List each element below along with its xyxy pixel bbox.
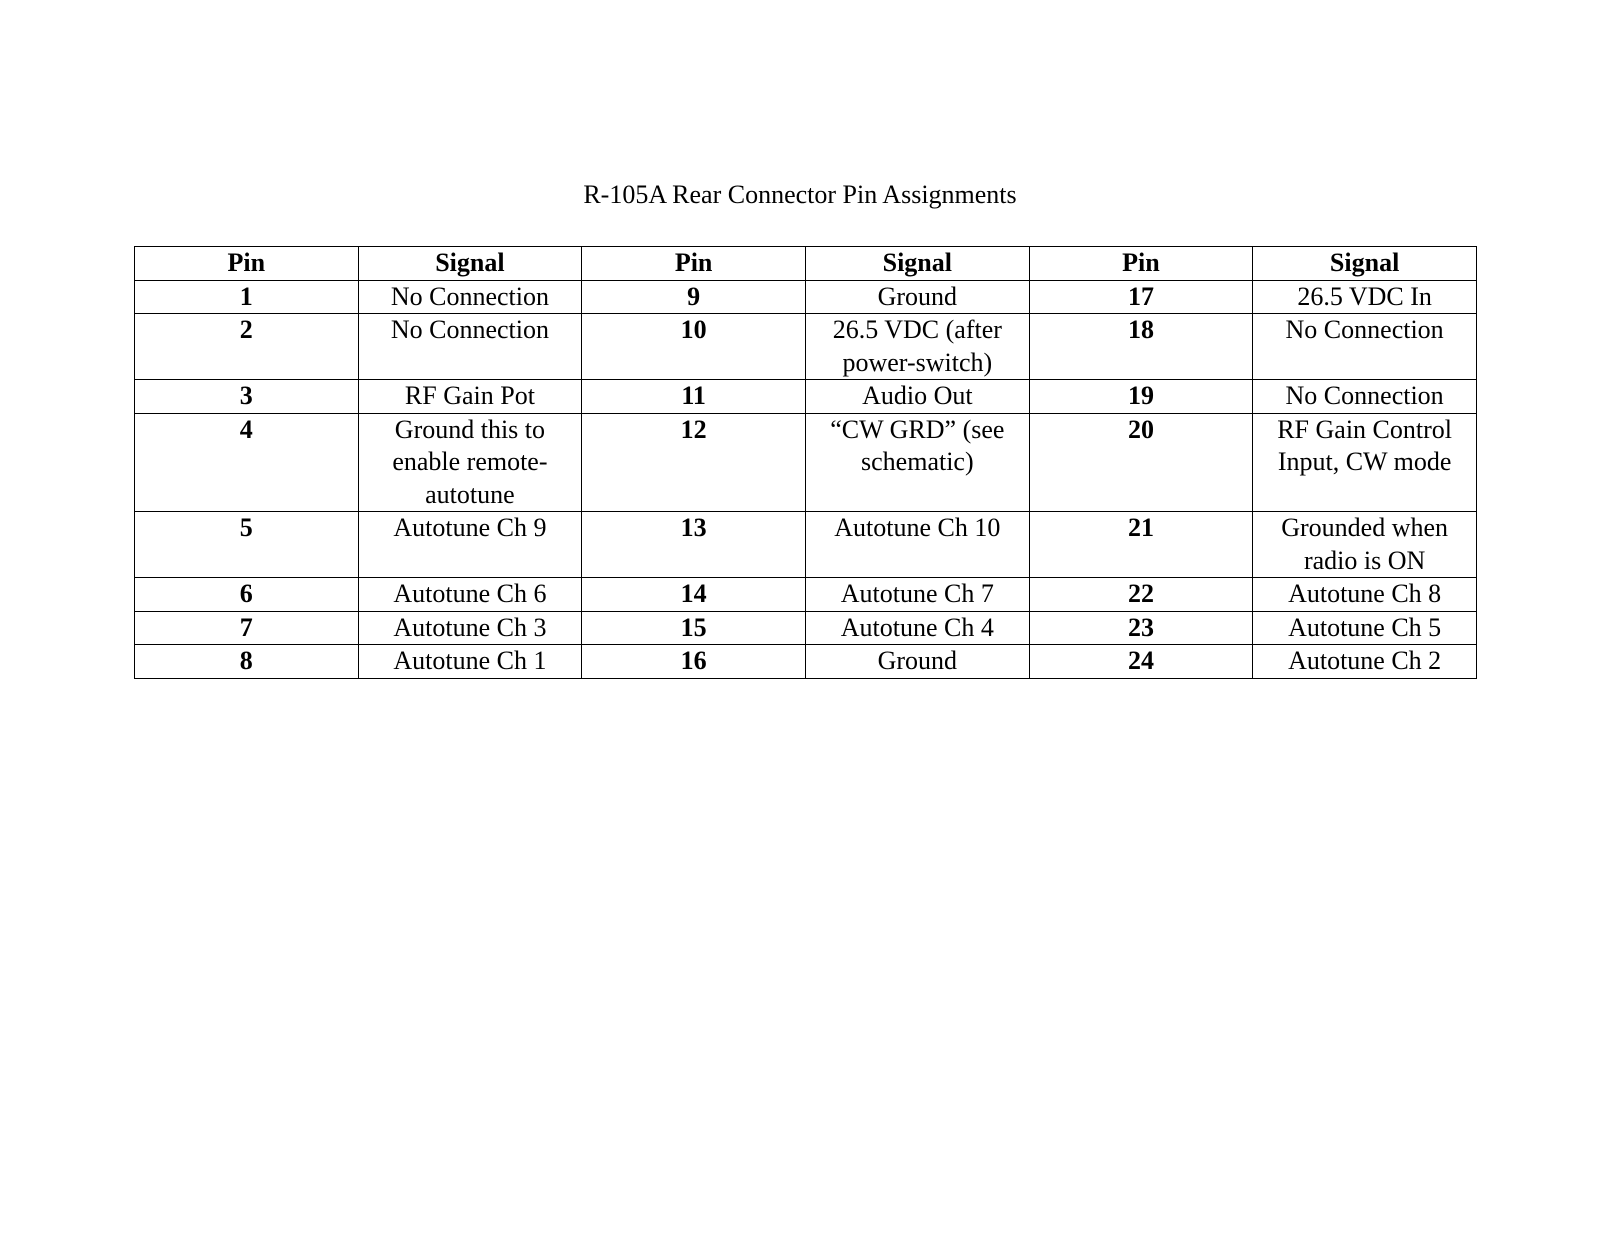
pin-number: 15: [582, 611, 806, 645]
signal-cell: Autotune Ch 1: [358, 645, 582, 679]
pin-number: 2: [135, 314, 359, 380]
signal-cell: Grounded when radio is ON: [1253, 512, 1477, 578]
pin-assignment-table: [134, 246, 1477, 679]
pin-number: 17: [1029, 280, 1253, 314]
signal-cell: “CW GRD” (see schematic): [805, 413, 1029, 512]
pin-number: 7: [135, 611, 359, 645]
signal-cell: Autotune Ch 2: [1253, 645, 1477, 679]
table-row: [135, 314, 1477, 380]
pin-number: 6: [135, 578, 359, 612]
pin-number: 18: [1029, 314, 1253, 380]
signal-cell: Ground this to enable remote-autotune: [358, 413, 582, 512]
pin-number: 11: [582, 380, 806, 414]
pin-number: 9: [582, 280, 806, 314]
pin-number: 1: [135, 280, 359, 314]
pin-number: 16: [582, 645, 806, 679]
pin-number: 19: [1029, 380, 1253, 414]
pin-number: 12: [582, 413, 806, 512]
document-title: R-105A Rear Connector Pin Assignments: [583, 180, 1017, 209]
signal-cell: 26.5 VDC (after power-switch): [805, 314, 1029, 380]
signal-cell: No Connection: [1253, 380, 1477, 414]
signal-cell: Ground: [805, 280, 1029, 314]
column-header-pin: Pin: [582, 247, 806, 281]
signal-cell: 26.5 VDC In: [1253, 280, 1477, 314]
column-header-signal: Signal: [358, 247, 582, 281]
pin-number: 8: [135, 645, 359, 679]
pin-number: 20: [1029, 413, 1253, 512]
signal-cell: Autotune Ch 3: [358, 611, 582, 645]
signal-cell: No Connection: [1253, 314, 1477, 380]
table-row: [135, 611, 1477, 645]
signal-cell: Autotune Ch 9: [358, 512, 582, 578]
table-row: [135, 413, 1477, 512]
signal-cell: Audio Out: [805, 380, 1029, 414]
pin-number: 3: [135, 380, 359, 414]
column-header-signal: Signal: [1253, 247, 1477, 281]
table-row: [135, 380, 1477, 414]
pin-number: 4: [135, 413, 359, 512]
signal-cell: Autotune Ch 6: [358, 578, 582, 612]
signal-cell: Autotune Ch 5: [1253, 611, 1477, 645]
signal-cell: RF Gain Control Input, CW mode: [1253, 413, 1477, 512]
signal-cell: RF Gain Pot: [358, 380, 582, 414]
table-row: [135, 512, 1477, 578]
pin-number: 24: [1029, 645, 1253, 679]
table-row: [135, 280, 1477, 314]
signal-cell: No Connection: [358, 314, 582, 380]
column-header-pin: Pin: [135, 247, 359, 281]
signal-cell: Autotune Ch 8: [1253, 578, 1477, 612]
pin-number: 14: [582, 578, 806, 612]
pin-number: 22: [1029, 578, 1253, 612]
signal-cell: Ground: [805, 645, 1029, 679]
signal-cell: Autotune Ch 7: [805, 578, 1029, 612]
table-row: [135, 578, 1477, 612]
pin-number: 10: [582, 314, 806, 380]
column-header-pin: Pin: [1029, 247, 1253, 281]
table-header-row: [135, 247, 1477, 281]
pin-number: 21: [1029, 512, 1253, 578]
pin-number: 5: [135, 512, 359, 578]
table-row: [135, 645, 1477, 679]
signal-cell: Autotune Ch 10: [805, 512, 1029, 578]
column-header-signal: Signal: [805, 247, 1029, 281]
signal-cell: No Connection: [358, 280, 582, 314]
signal-cell: Autotune Ch 4: [805, 611, 1029, 645]
pin-number: 23: [1029, 611, 1253, 645]
pin-number: 13: [582, 512, 806, 578]
